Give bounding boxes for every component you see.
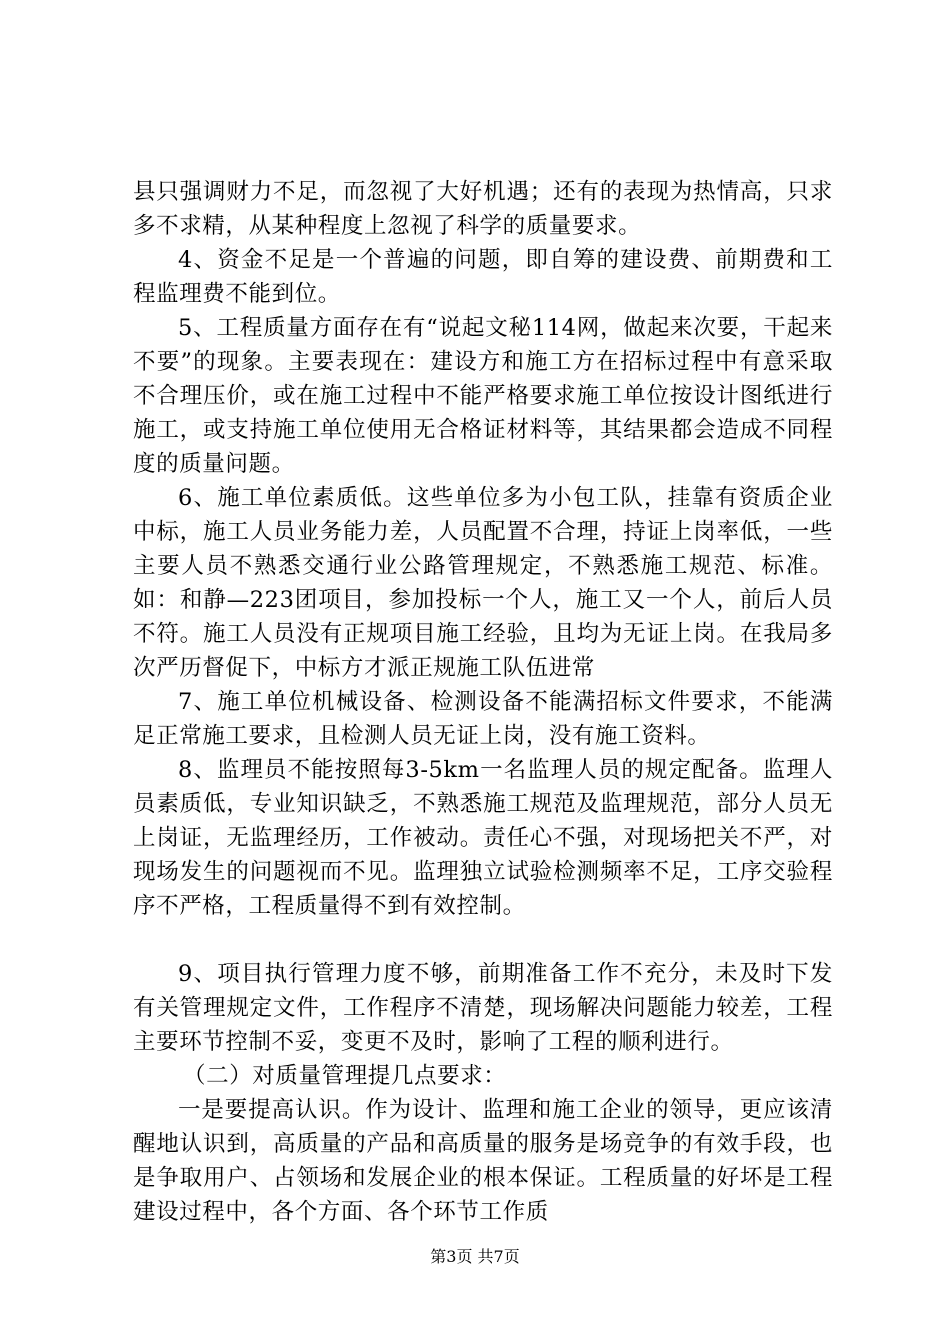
- paragraph-item-6: 6、施工单位素质低。这些单位多为小包工队，挂靠有资质企业中标，施工人员业务能力差，人员配置不合理，持证上岗率低，一些主要人员不熟悉交通行业公路管理规定，不熟悉施工规范、标准。如：和静—223团项目，参加投标一个人，施工又一个人，前后人员不符。施工人员没有正规项目施工经验，且均为无证上岗。在我局多次严历督促下，中标方才派正规施工队伍进常: [133, 485, 833, 681]
- paragraph-item-4: 4、资金不足是一个普遍的问题，即自筹的建设费、前期费和工程监理费不能到位。: [133, 247, 833, 307]
- paragraph-spacer: [133, 923, 833, 957]
- document-body: [133, 175, 833, 1229]
- page-number-footer: 第3页 共7页: [430, 1247, 520, 1266]
- section-heading: （二）对质量管理提几点要求：: [183, 1063, 507, 1089]
- paragraph-item-7: 7、施工单位机械设备、检测设备不能满招标文件要求，不能满足正常施工要求，且检测人员无证上岗，没有施工资料。: [133, 689, 833, 749]
- paragraph-requirement-1: 一是要提高认识。作为设计、监理和施工企业的领导，更应该清醒地认识到，高质量的产品和高质量的服务是场竞争的有效手段，也是争取用户、占领场和发展企业的根本保证。工程质量的好坏是工程建设过程中，各个方面、各个环节工作质: [133, 1097, 833, 1225]
- paragraph-item-9: 9、项目执行管理力度不够，前期准备工作不充分，未及时下发有关管理规定文件，工作程序不清楚，现场解决问题能力较差，工程主要环节控制不妥，变更不及时，影响了工程的顺利进行。: [133, 961, 833, 1055]
- paragraph-continuation: 县只强调财力不足，而忽视了大好机遇；还有的表现为热情高，只求多不求精，从某种程度上忽视了科学的质量要求。: [133, 179, 833, 239]
- paragraph-item-5: 5、工程质量方面存在有“说起文秘114网，做起来次要，干起来不要”的现象。主要表现在：建设方和施工方在招标过程中有意采取不合理压价，或在施工过程中不能严格要求施工单位按设计图纸进行施工，或支持施工单位使用无合格证材料等，其结果都会造成不同程度的质量问题。: [133, 315, 833, 477]
- paragraph-item-8: 8、监理员不能按照每3-5km一名监理人员的规定配备。监理人员素质低，专业知识缺乏，不熟悉施工规范及监理规范，部分人员无上岗证，无监理经历，工作被动。责任心不强，对现场把关不严，对现场发生的问题视而不见。监理独立试验检测频率不足，工序交验程序不严格，工程质量得不到有效控制。: [133, 757, 833, 919]
